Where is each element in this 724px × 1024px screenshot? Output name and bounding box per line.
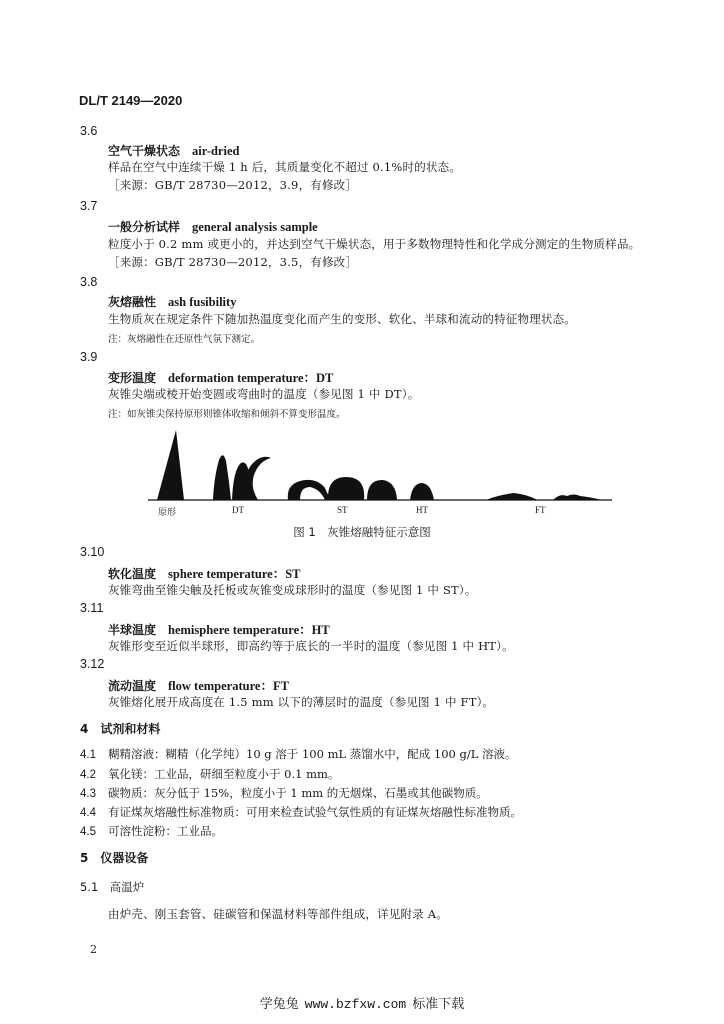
- item-number: 4.4: [80, 807, 96, 819]
- term-definition: 灰锥尖端或棱开始变圆或弯曲时的温度（参见图 1 中 DT）。: [108, 387, 420, 401]
- clause-number: 3.11: [80, 601, 104, 615]
- item-number: 4.3: [80, 788, 96, 800]
- footer-site-name: 学兔兔: [259, 997, 299, 1012]
- ft-flow-thin-shape: [553, 495, 602, 501]
- term-definition: 生物质灰在规定条件下随加热温度变化而产生的变形、软化、半球和流动的特征物理状态。: [108, 312, 576, 326]
- item-text: 氧化镁：工业品，研细至粒度小于 0.1 mm。: [108, 767, 340, 781]
- footer-slogan: 标准下载: [412, 997, 465, 1012]
- st-sphere-shape: [328, 477, 364, 500]
- term-heading: [108, 293, 236, 310]
- term-heading: [108, 620, 330, 638]
- item-number: 4.1: [80, 749, 96, 761]
- item-number: 4.2: [80, 769, 96, 781]
- term-en: flow temperature：FT: [168, 679, 289, 693]
- term-source: ［来源：GB/T 28730—2012，3.5，有修改］: [108, 255, 358, 269]
- term-heading: [108, 368, 333, 386]
- term-source: ［来源：GB/T 28730—2012，3.9，有修改］: [108, 178, 358, 192]
- ht-hemisphere-shape: [410, 483, 434, 500]
- watermark-footer: [0, 993, 724, 1012]
- ft-flow-shape: [486, 493, 538, 500]
- footer-url: www.bzfxw.com: [304, 997, 407, 1012]
- clause-number: 3.6: [80, 124, 98, 138]
- term-cn: 空气干燥状态: [108, 144, 181, 158]
- clause-number: 3.8: [80, 275, 98, 289]
- dt-cone-shape: [213, 455, 231, 500]
- term-cn: 半球温度: [108, 623, 157, 637]
- term-definition: 粒度小于 0.2 mm 或更小的，并达到空气干燥状态，用于多数物理特性和化学成分测定的生物质样品。: [108, 237, 641, 251]
- st-bent-shape: [288, 480, 331, 500]
- term-en: hemisphere temperature：HT: [168, 623, 330, 637]
- term-note: 注：如灰锥尖保持原形则锥体收缩和倾斜不算变形温度。: [108, 409, 346, 420]
- term-cn: 灰熔融性: [108, 295, 157, 309]
- list-item: [80, 746, 517, 762]
- figure-label-ft: FT: [535, 505, 546, 515]
- clause-number: 3.12: [80, 657, 105, 671]
- item-text: 糊精溶液：糊精（化学纯）10 g 溶于 100 mL 蒸馏水中，配成 100 g/L 溶液。: [108, 747, 517, 761]
- figure-label-dt: DT: [232, 505, 244, 515]
- term-en: sphere temperature：ST: [168, 567, 301, 581]
- list-item: [80, 823, 223, 839]
- term-cn: 流动温度: [108, 679, 157, 693]
- term-en: air-dried: [192, 144, 240, 158]
- item-text: 碳物质：灰分低于 15%，粒度小于 1 mm 的无烟煤、石墨或其他碳物质。: [108, 786, 488, 800]
- figure-caption: 图 1 灰锥熔融特征示意图: [293, 525, 431, 539]
- clause-number: 3.7: [80, 199, 98, 213]
- subsection-5-1-title: 5.1 高温炉: [80, 880, 145, 894]
- st-sphere-small-shape: [367, 480, 397, 500]
- term-cn: 软化温度: [108, 567, 157, 581]
- term-heading: [108, 564, 301, 582]
- document-header: DL/T 2149—2020: [79, 93, 183, 108]
- figure-label-ht: HT: [416, 505, 428, 515]
- term-en: deformation temperature：DT: [168, 371, 334, 385]
- item-text: 有证煤灰熔融性标准物质：可用来检查试验气氛性质的有证煤灰熔融性标准物质。: [108, 805, 522, 819]
- term-heading: [108, 676, 289, 694]
- item-text: 可溶性淀粉：工业品。: [108, 824, 223, 838]
- section-5-title: 5 仪器设备: [80, 851, 149, 865]
- list-item: [80, 766, 339, 782]
- term-definition: 样品在空气中连续干燥 1 h 后，其质量变化不超过 0.1%时的状态。: [108, 160, 462, 174]
- term-definition: 灰锥形变至近似半球形，即高约等于底长的一半时的温度（参见图 1 中 HT）。: [108, 639, 514, 653]
- ash-fusion-figure: [0, 425, 724, 525]
- dt-bent-cone-shape: [243, 457, 271, 500]
- term-heading: [108, 218, 318, 235]
- list-item: [80, 804, 522, 820]
- term-en: ash fusibility: [168, 295, 237, 309]
- list-item: [80, 785, 488, 801]
- figure-label-original: 原形: [158, 507, 177, 517]
- item-number: 4.5: [80, 826, 96, 838]
- term-note: 注：灰熔融性在还原性气氛下测定。: [108, 334, 261, 345]
- clause-number: 3.10: [80, 545, 105, 559]
- figure-label-st: ST: [337, 505, 348, 515]
- section-4-title: 4 试剂和材料: [80, 722, 161, 736]
- term-definition: 灰锥熔化展开成高度在 1.5 mm 以下的薄层时的温度（参见图 1 中 FT）。: [108, 695, 495, 709]
- term-definition: 灰锥弯曲至锥尖触及托板或灰锥变成球形时的温度（参见图 1 中 ST）。: [108, 583, 477, 597]
- term-cn: 变形温度: [108, 371, 157, 385]
- term-heading: [108, 142, 239, 159]
- page-number: 2: [90, 943, 97, 956]
- term-cn: 一般分析试样: [108, 220, 181, 234]
- term-en: general analysis sample: [192, 220, 318, 234]
- original-cone-shape: [157, 430, 184, 500]
- subsection-5-1-text: 由炉壳、刚玉套管、硅碳管和保温材料等部件组成，详见附录 A。: [108, 907, 448, 921]
- clause-number: 3.9: [80, 350, 98, 364]
